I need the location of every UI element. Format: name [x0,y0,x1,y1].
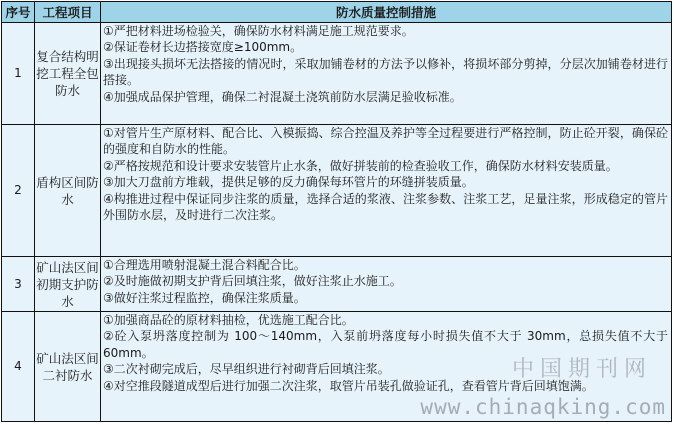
waterproof-quality-table [1,1,672,422]
header-measures: 防水质量控制措施 [101,2,672,23]
row-measures [101,312,672,422]
measure-line: ③做好注浆过程监控，确保注浆质量。 [103,290,306,305]
measure-line: ①严把材料进场检验关，确保防水材料满足施工规范要求。 [103,24,414,38]
row-measures [101,125,672,257]
table-header-row [2,2,672,23]
measure-line: ③出现接头损坏无法搭接的情况时，采取加铺卷材的方法予以修补，将损坏部分剪掉，分层次加铺卷材进行搭接。 [103,56,668,88]
header-no: 序号 [2,2,35,23]
measure-line: ③二次衬砌完成后，尽早组织进行衬砌背后回填注浆。 [103,362,390,377]
measure-line: ①合理选用喷射混凝土混合料配合比。 [103,258,306,272]
measure-line: ③加大刀盘前方堆载，提供足够的反力确保每环管片的环缝拼装质量。 [103,175,474,190]
row-no: 2 [2,125,35,257]
row-item: 复合结构明挖工程全包防水 [35,23,101,125]
row-item: 矿山法区间二衬防水 [35,312,101,422]
watermark-url: www.chinaqking.com [420,395,666,419]
table-row [2,312,672,422]
table-row [2,125,672,257]
measure-line: ①对管片生产原材料、配合比、入模振捣、综合控温及养护等全过程要进行严格控制，防止砼开裂，确保砼的强度和自防水的性能。 [103,126,668,157]
row-item: 矿山法区间初期支护防水 [35,257,101,312]
row-item: 盾构区间防水 [35,125,101,257]
watermark-site-name: 中国期刊网 [511,357,652,382]
row-measures [101,257,672,312]
measure-line: ②砼入泵坍落度控制为 100～140mm，入泵前坍落度每小时损失值不大于 30mm，总损失值不大于 60mm。 [103,329,668,360]
measure-line: ④对空推段隧道成型后进行加强二次注浆，取管片吊装孔做验证孔，查看管片背后回填饱满。 [103,378,594,393]
measure-line: ②保证卷材长边搭接宽度≥100mm。 [103,40,303,55]
header-item: 工程项目 [35,2,101,23]
measure-line: ②严格按规范和设计要求安装管片止水条，做好拼装前的检查验收工作，确保防水材料安装质量。 [103,158,618,173]
table-row [2,23,672,125]
row-no: 4 [2,312,35,422]
row-no: 3 [2,257,35,312]
table-row [2,257,672,312]
measure-line: ④构推进过程中保证同步注浆的质量，选择合适的浆液、注浆参数、注浆工艺，足量注浆，形成稳定的管片外围防水层，及时进行二次注浆。 [103,191,668,223]
measure-line: ④加强成品保护管理，确保二衬混凝土浇筑前防水层满足验收标准。 [103,89,462,104]
row-measures [101,23,672,125]
measure-line: ①加强商品砼的原材料抽检，优选施工配合比。 [103,313,354,327]
measure-line: ②及时施做初期支护背后回填注浆，做好注浆止水施工。 [103,274,402,289]
row-no: 1 [2,23,35,125]
